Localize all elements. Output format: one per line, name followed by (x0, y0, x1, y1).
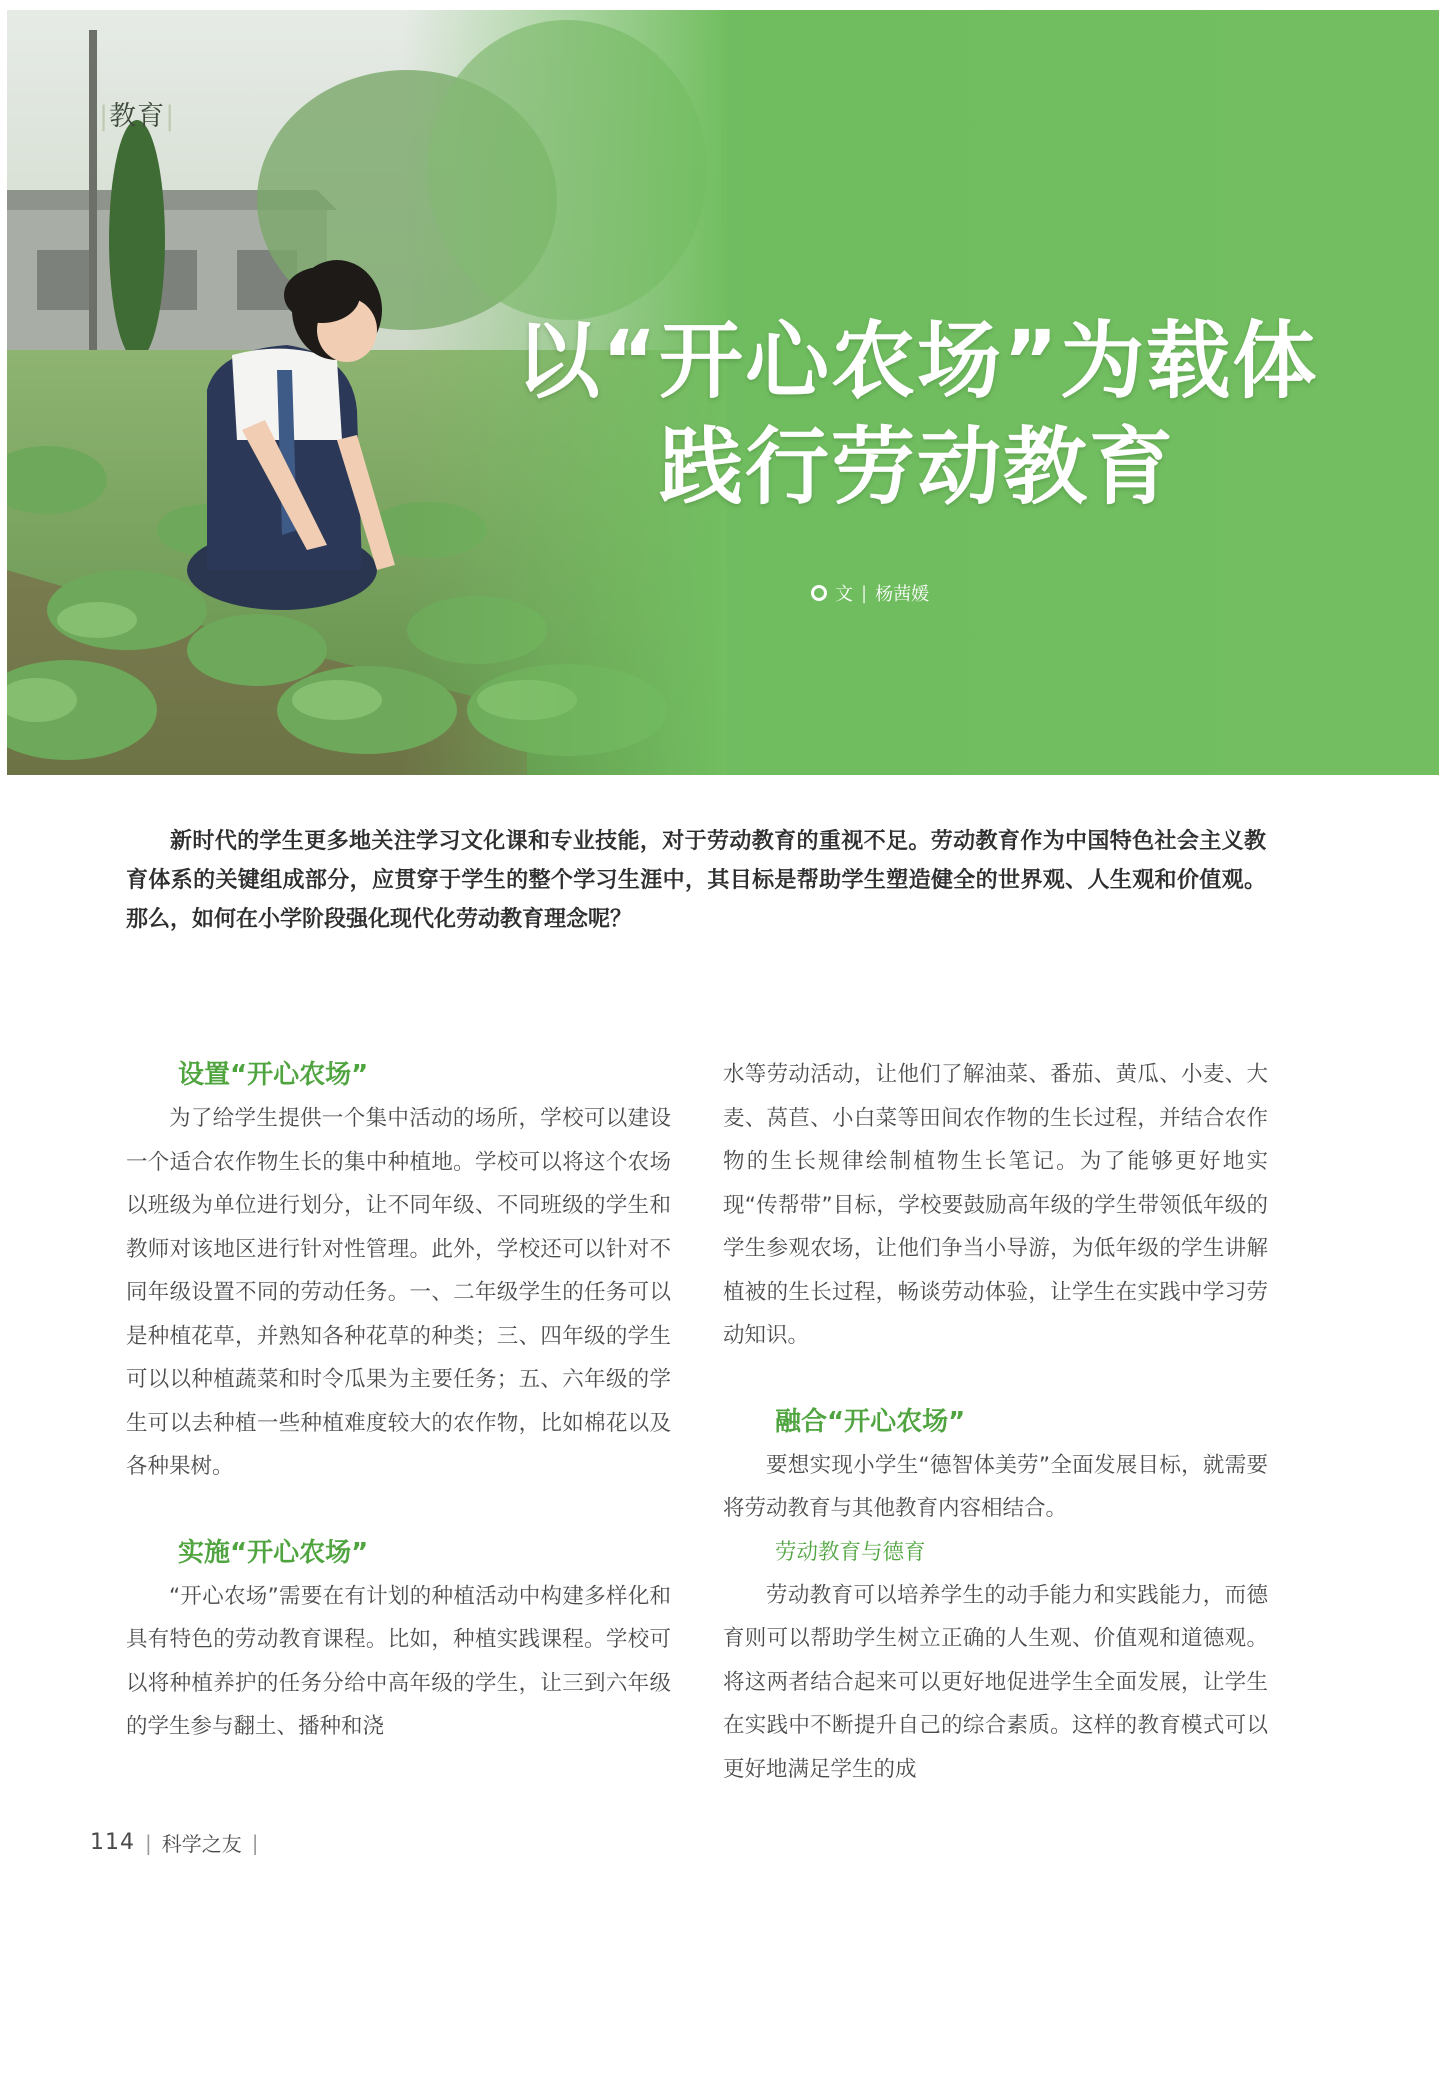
magazine-name: 科学之友 (161, 1832, 242, 1856)
footer-separator: | (145, 1830, 152, 1855)
byline (811, 580, 929, 606)
title-line-2: 践行劳动教育 (658, 418, 1175, 516)
paragraph-continued: 水等劳动活动，让他们了解油菜、番茄、黄瓜、小麦、大麦、莴苣、小白菜等田间农作物的生长过程，并结合农作物的生长规律绘制植物生长笔记。为了能够更好地实现“传帮带”目标，学校要鼓励高年级的学生带领低年级的学生参观农场，让他们争当小导游，为低年级的学生讲解植被的生长过程，畅谈劳动体验，让学生在实践中学习劳动知识。 (723, 1062, 1268, 1348)
intro-paragraph: 新时代的学生更多地关注学习文化课和专业技能，对于劳动教育的重视不足。劳动教育作为中国特色社会主义教育体系的关键组成部分，应贯穿于学生的整个学习生涯中，其目标是帮助学生塑造健全的世界观、人生观和价值观。那么，如何在小学阶段强化现代化劳动教育理念呢？ (126, 829, 1266, 932)
title-line-1: 以“开心农场”为载体 (515, 312, 1319, 410)
paragraph-labor-moral: 劳动教育可以培养学生的动手能力和实践能力，而德育则可以帮助学生树立正确的人生观、价值观和道德观。将这两者结合起来可以更好地促进学生全面发展，让学生在实践中不断提升自己的综合素质。这样的教育模式可以更好地满足学生的成 (723, 1582, 1268, 1782)
heading-integrate-farm: 融合“开心农场” (775, 1406, 966, 1437)
author-name: 杨茜媛 (875, 584, 930, 605)
subheading-labor-moral: 劳动教育与德育 (775, 1539, 926, 1565)
paragraph-integrate-farm: 要想实现小学生“德智体美劳”全面发展目标，就需要将劳动教育与其他教育内容相结合。 (723, 1452, 1268, 1521)
heading-setup-farm: 设置“开心农场” (178, 1060, 369, 1090)
section-tag (99, 94, 175, 133)
footer-separator-end: | (251, 1830, 259, 1855)
tag-right-bar: | (165, 101, 176, 132)
spacer (126, 1489, 671, 1531)
section-label: 教育 (109, 101, 166, 132)
heading-implement-farm: 实施“开心农场” (178, 1537, 369, 1568)
circle-icon (811, 585, 827, 601)
tag-left-bar: | (99, 101, 110, 132)
article-title (487, 308, 1347, 520)
byline-separator: | (861, 582, 868, 604)
hero-banner (7, 10, 1439, 775)
page-footer (90, 1828, 259, 1857)
spacer (723, 1358, 1268, 1400)
paragraph-setup-farm: 为了给学生提供一个集中活动的场所，学校可以建设一个适合农作物生长的集中种植地。学校可以将这个农场以班级为单位进行划分，让不同年级、不同班级的学生和教师对该地区进行针对性管理。此外，学校还可以针对不同年级设置不同的劳动任务。一、二年级学生的任务可以是种植花草，并熟知各种花草的种类；三、四年级的学生可以以种植蔬菜和时令瓜果为主要任务；五、六年级的学生可以去种植一些种植难度较大的农作物，比如棉花以及各种果树。 (126, 1106, 671, 1479)
paragraph-implement-farm: “开心农场”需要在有计划的种植活动中构建多样化和具有特色的劳动教育课程。比如，种植实践课程。学校可以将种植养护的任务分给中高年级的学生，让三到六年级的学生参与翻土、播种和浇 (126, 1583, 671, 1739)
right-column (723, 1053, 1268, 1791)
byline-label: 文 (835, 584, 853, 605)
page-number: 114 (90, 1830, 135, 1855)
left-column (126, 1053, 671, 1749)
